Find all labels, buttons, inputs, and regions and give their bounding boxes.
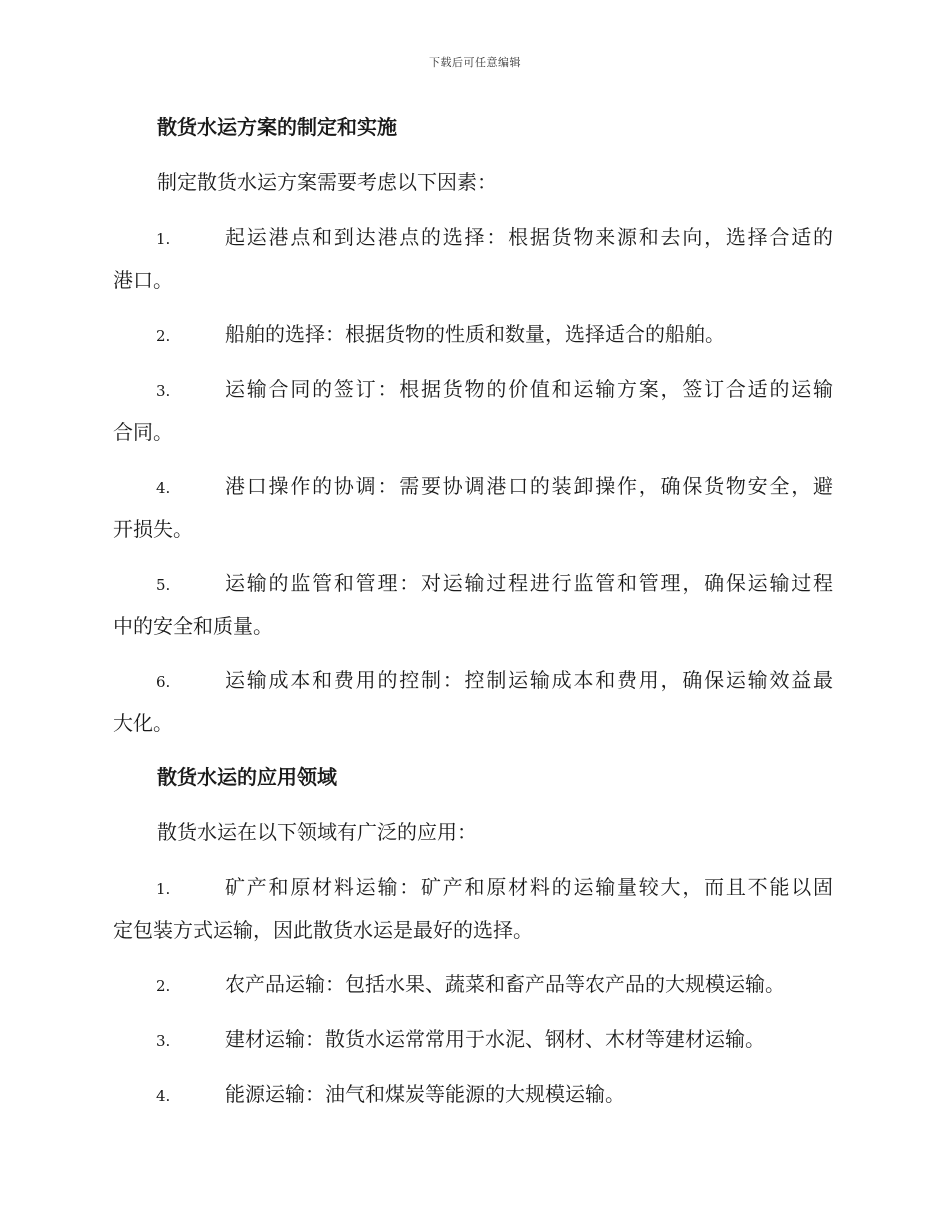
- list-item-number: 2.: [156, 327, 171, 345]
- list-item: [113, 376, 833, 445]
- list-item: [113, 321, 833, 347]
- list-item-number: 1.: [156, 230, 171, 248]
- list-item: [113, 874, 833, 943]
- list-item-number: 4.: [156, 479, 171, 497]
- list-item: [113, 570, 833, 639]
- list-item-text: 起运港点和到达港点的选择：根据货物来源和去向，选择合适的: [225, 225, 835, 249]
- list-item-number: 2.: [156, 977, 171, 995]
- section-intro-plan: 制定散货水运方案需要考虑以下因素：: [157, 170, 497, 194]
- list-item-text-continued: 定包装方式运输，因此散货水运是最好的选择。: [113, 918, 533, 942]
- list-item: [113, 971, 833, 997]
- list-item-number: 3.: [156, 1032, 171, 1050]
- list-item-text: 运输成本和费用的控制：控制运输成本和费用，确保运输效益最: [225, 668, 835, 692]
- list-item-number: 4.: [156, 1087, 171, 1105]
- list-item: [113, 1026, 833, 1052]
- list-item-number: 3.: [156, 382, 171, 400]
- list-item-text: 运输的监管和管理：对运输过程进行监管和管理，确保运输过程: [225, 571, 835, 595]
- list-item-text-continued: 大化。: [113, 711, 173, 735]
- list-item-text: 港口操作的协调：需要协调港口的装卸操作，确保货物安全，避: [225, 474, 835, 498]
- page-header: 下载后可任意编辑: [429, 56, 521, 69]
- section-intro-applications: 散货水运在以下领域有广泛的应用：: [157, 820, 477, 844]
- list-item-text-continued: 开损失。: [113, 517, 193, 541]
- list-item: [113, 667, 833, 736]
- list-item-number: 6.: [156, 673, 171, 691]
- list-item: [113, 473, 833, 542]
- list-item-text-continued: 港口。: [113, 268, 173, 292]
- list-item-text: 矿产和原材料运输：矿产和原材料的运输量较大，而且不能以固: [225, 875, 835, 899]
- list-item-number: 1.: [156, 880, 171, 898]
- list-item-text: 运输合同的签订：根据货物的价值和运输方案，签订合适的运输: [225, 377, 835, 401]
- section-heading-plan: 散货水运方案的制定和实施: [157, 115, 397, 139]
- list-item-text-continued: 合同。: [113, 420, 173, 444]
- list-item-text: 建材运输：散货水运常常用于水泥、钢材、木材等建材运输。: [225, 1027, 765, 1051]
- list-item-text: 能源运输：油气和煤炭等能源的大规模运输。: [225, 1082, 625, 1106]
- list-item-text: 农产品运输：包括水果、蔬菜和畜产品等农产品的大规模运输。: [225, 972, 785, 996]
- list-item: [113, 224, 833, 293]
- section-heading-applications: 散货水运的应用领域: [157, 765, 337, 789]
- list-item-number: 5.: [156, 576, 171, 594]
- list-item-text-continued: 中的安全和质量。: [113, 614, 273, 638]
- list-item-text: 船舶的选择：根据货物的性质和数量，选择适合的船舶。: [225, 322, 725, 346]
- list-item: [113, 1081, 833, 1107]
